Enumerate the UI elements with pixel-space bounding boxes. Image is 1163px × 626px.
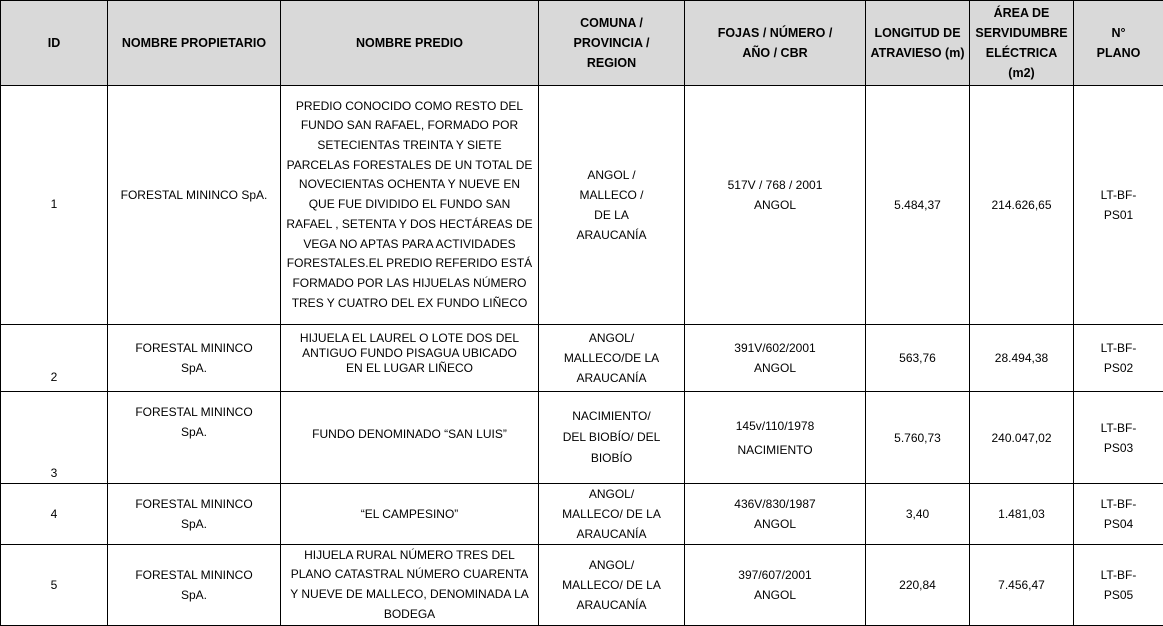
header-property: NOMBRE PREDIO xyxy=(281,1,539,86)
cell-owner: FORESTAL MININCO SpA. xyxy=(108,392,281,484)
cell-plan: LT-BF- PS05 xyxy=(1074,545,1163,626)
header-area: ÁREA DE SERVIDUMBRE ELÉCTRICA (m2) xyxy=(970,1,1074,86)
header-record: FOJAS / NÚMERO / AÑO / CBR xyxy=(685,1,866,86)
cell-length: 563,76 xyxy=(866,325,970,392)
header-commune: COMUNA / PROVINCIA / REGION xyxy=(539,1,685,86)
cell-length: 220,84 xyxy=(866,545,970,626)
cell-plan: LT-BF- PS03 xyxy=(1074,392,1163,484)
cell-id: 3 xyxy=(1,392,108,484)
cell-plan: LT-BF- PS04 xyxy=(1074,484,1163,545)
header-owner: NOMBRE PROPIETARIO xyxy=(108,1,281,86)
cell-commune: NACIMIENTO/ DEL BIOBÍO/ DEL BIOBÍO xyxy=(539,392,685,484)
header-row xyxy=(1,1,1163,86)
cell-owner: FORESTAL MININCO SpA. xyxy=(108,484,281,545)
cell-property: “EL CAMPESINO” xyxy=(281,484,539,545)
cell-owner: FORESTAL MININCO SpA. xyxy=(108,545,281,626)
cell-record: 391V/602/2001 ANGOL xyxy=(685,325,866,392)
header-plan: N° PLANO xyxy=(1074,1,1163,86)
cell-area: 7.456,47 xyxy=(970,545,1074,626)
cell-property: FUNDO DENOMINADO “SAN LUIS” xyxy=(281,392,539,484)
table-row xyxy=(1,484,1163,545)
cell-record: 517V / 768 / 2001 ANGOL xyxy=(685,86,866,325)
table-row xyxy=(1,325,1163,392)
cell-property: HIJUELA EL LAUREL O LOTE DOS DEL ANTIGUO FUNDO PISAGUA UBICADO EN EL LUGAR LIÑECO xyxy=(281,325,539,392)
cell-commune: ANGOL / MALLECO / DE LA ARAUCANÍA xyxy=(539,86,685,325)
cell-area: 240.047,02 xyxy=(970,392,1074,484)
table-row xyxy=(1,392,1163,484)
cell-plan: LT-BF- PS01 xyxy=(1074,86,1163,325)
cell-area: 28.494,38 xyxy=(970,325,1074,392)
cell-record: 397/607/2001 ANGOL xyxy=(685,545,866,626)
cell-property: PREDIO CONOCIDO COMO RESTO DEL FUNDO SAN RAFAEL, FORMADO POR SETECIENTAS TREINTA Y SIETE PARCELAS FORESTALES DE UN TOTAL DE NOVECIENTAS OCHENTA Y NUEVE EN QUE FUE DIVIDIDO EL FUNDO SAN RAFAEL , SETENTA Y DOS HECTÁREAS DE VEGA NO APTAS PARA ACTIVIDADES FORESTALES.EL PREDIO REFERIDO ESTÁ FORMADO POR LAS HIJUELAS NÚMERO TRES Y CUATRO DEL EX FUNDO LIÑECO xyxy=(281,86,539,325)
cell-area: 214.626,65 xyxy=(970,86,1074,325)
cell-owner: FORESTAL MININCO SpA. xyxy=(108,86,281,325)
cell-property: HIJUELA RURAL NÚMERO TRES DEL PLANO CATASTRAL NÚMERO CUARENTA Y NUEVE DE MALLECO, DENOMINADA LA BODEGA xyxy=(281,545,539,626)
cell-length: 3,40 xyxy=(866,484,970,545)
table-row xyxy=(1,86,1163,325)
cell-plan: LT-BF- PS02 xyxy=(1074,325,1163,392)
cell-area: 1.481,03 xyxy=(970,484,1074,545)
table-row xyxy=(1,545,1163,626)
header-length: LONGITUD DE ATRAVIESO (m) xyxy=(866,1,970,86)
cell-commune: ANGOL/ MALLECO/DE LA ARAUCANÍA xyxy=(539,325,685,392)
cell-length: 5.484,37 xyxy=(866,86,970,325)
cell-id: 5 xyxy=(1,545,108,626)
cell-owner: FORESTAL MININCO SpA. xyxy=(108,325,281,392)
cell-id: 2 xyxy=(1,325,108,392)
cell-commune: ANGOL/ MALLECO/ DE LA ARAUCANÍA xyxy=(539,484,685,545)
cell-record: 436V/830/1987 ANGOL xyxy=(685,484,866,545)
cell-commune: ANGOL/ MALLECO/ DE LA ARAUCANÍA xyxy=(539,545,685,626)
header-id: ID xyxy=(1,1,108,86)
cell-id: 1 xyxy=(1,86,108,325)
cell-record: 145v/110/1978 NACIMIENTO xyxy=(685,392,866,484)
cell-length: 5.760,73 xyxy=(866,392,970,484)
cell-id: 4 xyxy=(1,484,108,545)
